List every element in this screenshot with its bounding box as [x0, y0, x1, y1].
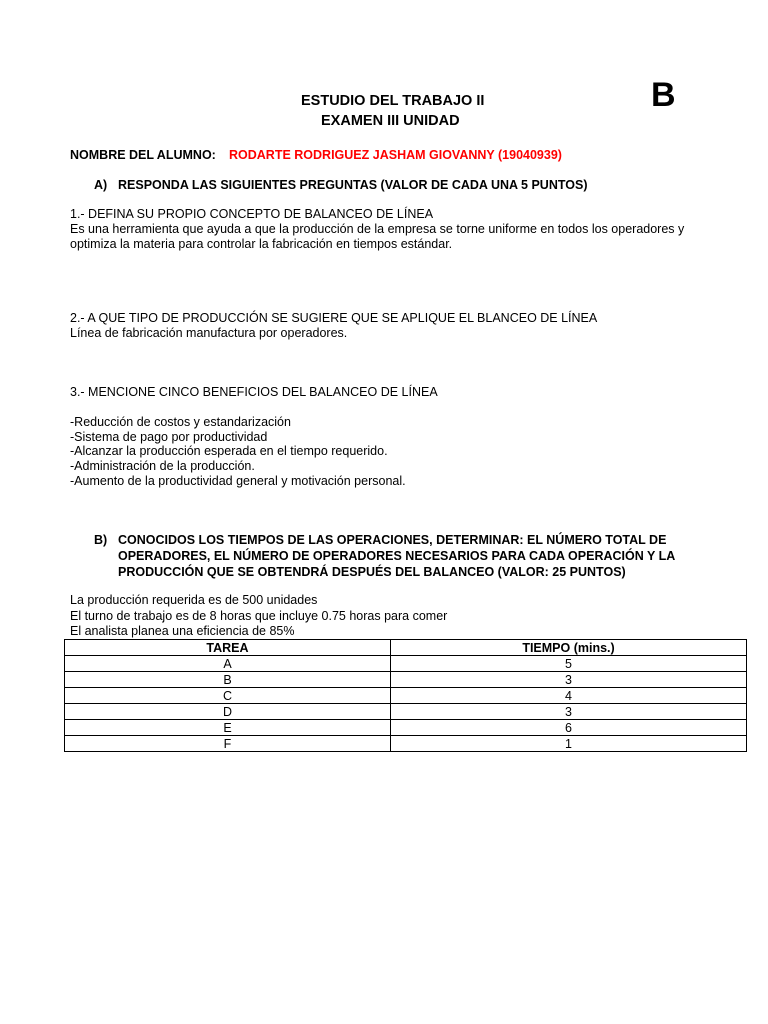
question-2: 2.- A QUE TIPO DE PRODUCCIÓN SE SUGIERE QUE SE APLIQUE EL BLANCEO DE LÍNEA [70, 311, 598, 325]
question-3: 3.- MENCIONE CINCO BENEFICIOS DEL BALANCEO DE LÍNEA [70, 385, 438, 399]
table-row [65, 720, 747, 736]
table-row [65, 688, 747, 704]
table-header-row [65, 640, 747, 656]
answer-3-item: -Aumento de la productividad general y motivación personal. [70, 474, 406, 488]
section-b-heading-line: CONOCIDOS LOS TIEMPOS DE LAS OPERACIONES, DETERMINAR: EL NÚMERO TOTAL DE [118, 533, 667, 547]
problem-info: El turno de trabajo es de 8 horas que incluye 0.75 horas para comer [70, 609, 448, 623]
answer-1-line-2: optimiza la materia para controlar la fabricación en tiempos estándar. [70, 237, 453, 251]
time-cell: 3 [391, 704, 747, 720]
section-b-marker: B) [94, 533, 108, 547]
answer-3-item: -Administración de la producción. [70, 459, 255, 473]
problem-info: El analista planea una eficiencia de 85% [70, 624, 295, 638]
task-cell: B [65, 672, 391, 688]
time-cell: 1 [391, 736, 747, 752]
answer-2: Línea de fabricación manufactura por operadores. [70, 326, 348, 340]
task-cell: C [65, 688, 391, 704]
answer-3-item: -Alcanzar la producción esperada en el tiempo requerido. [70, 444, 388, 458]
problem-info: La producción requerida es de 500 unidades [70, 593, 318, 607]
task-cell: E [65, 720, 391, 736]
task-cell: D [65, 704, 391, 720]
task-times-table [64, 639, 747, 752]
time-cell: 4 [391, 688, 747, 704]
answer-3-item: -Reducción de costos y estandarización [70, 415, 291, 429]
course-title: ESTUDIO DEL TRABAJO II [301, 93, 485, 109]
time-cell: 5 [391, 656, 747, 672]
question-1: 1.- DEFINA SU PROPIO CONCEPTO DE BALANCEO DE LÍNEA [70, 207, 434, 221]
student-label: NOMBRE DEL ALUMNO: [70, 148, 216, 162]
table-row [65, 656, 747, 672]
column-header-time: TIEMPO (mins.) [391, 640, 747, 656]
section-a-heading: RESPONDA LAS SIGUIENTES PREGUNTAS (VALOR DE CADA UNA 5 PUNTOS) [118, 178, 588, 192]
task-cell: F [65, 736, 391, 752]
section-b-heading-line: OPERADORES, EL NÚMERO DE OPERADORES NECESARIOS PARA CADA OPERACIÓN Y LA [118, 549, 676, 563]
table-row [65, 704, 747, 720]
task-cell: A [65, 656, 391, 672]
table-row [65, 672, 747, 688]
time-cell: 3 [391, 672, 747, 688]
section-a-marker: A) [94, 178, 108, 192]
exam-version-letter: B [651, 76, 676, 114]
answer-1-line-1: Es una herramienta que ayuda a que la producción de la empresa se torne uniforme en todos los operadores y [70, 222, 685, 236]
answer-3-item: -Sistema de pago por productividad [70, 430, 268, 444]
table-row [65, 736, 747, 752]
exam-title: EXAMEN III UNIDAD [321, 113, 460, 129]
student-name: RODARTE RODRIGUEZ JASHAM GIOVANNY (19040939) [229, 148, 562, 162]
column-header-task: TAREA [65, 640, 391, 656]
section-b-heading-line: PRODUCCIÓN QUE SE OBTENDRÁ DESPUÉS DEL BALANCEO (VALOR: 25 PUNTOS) [118, 565, 626, 579]
time-cell: 6 [391, 720, 747, 736]
